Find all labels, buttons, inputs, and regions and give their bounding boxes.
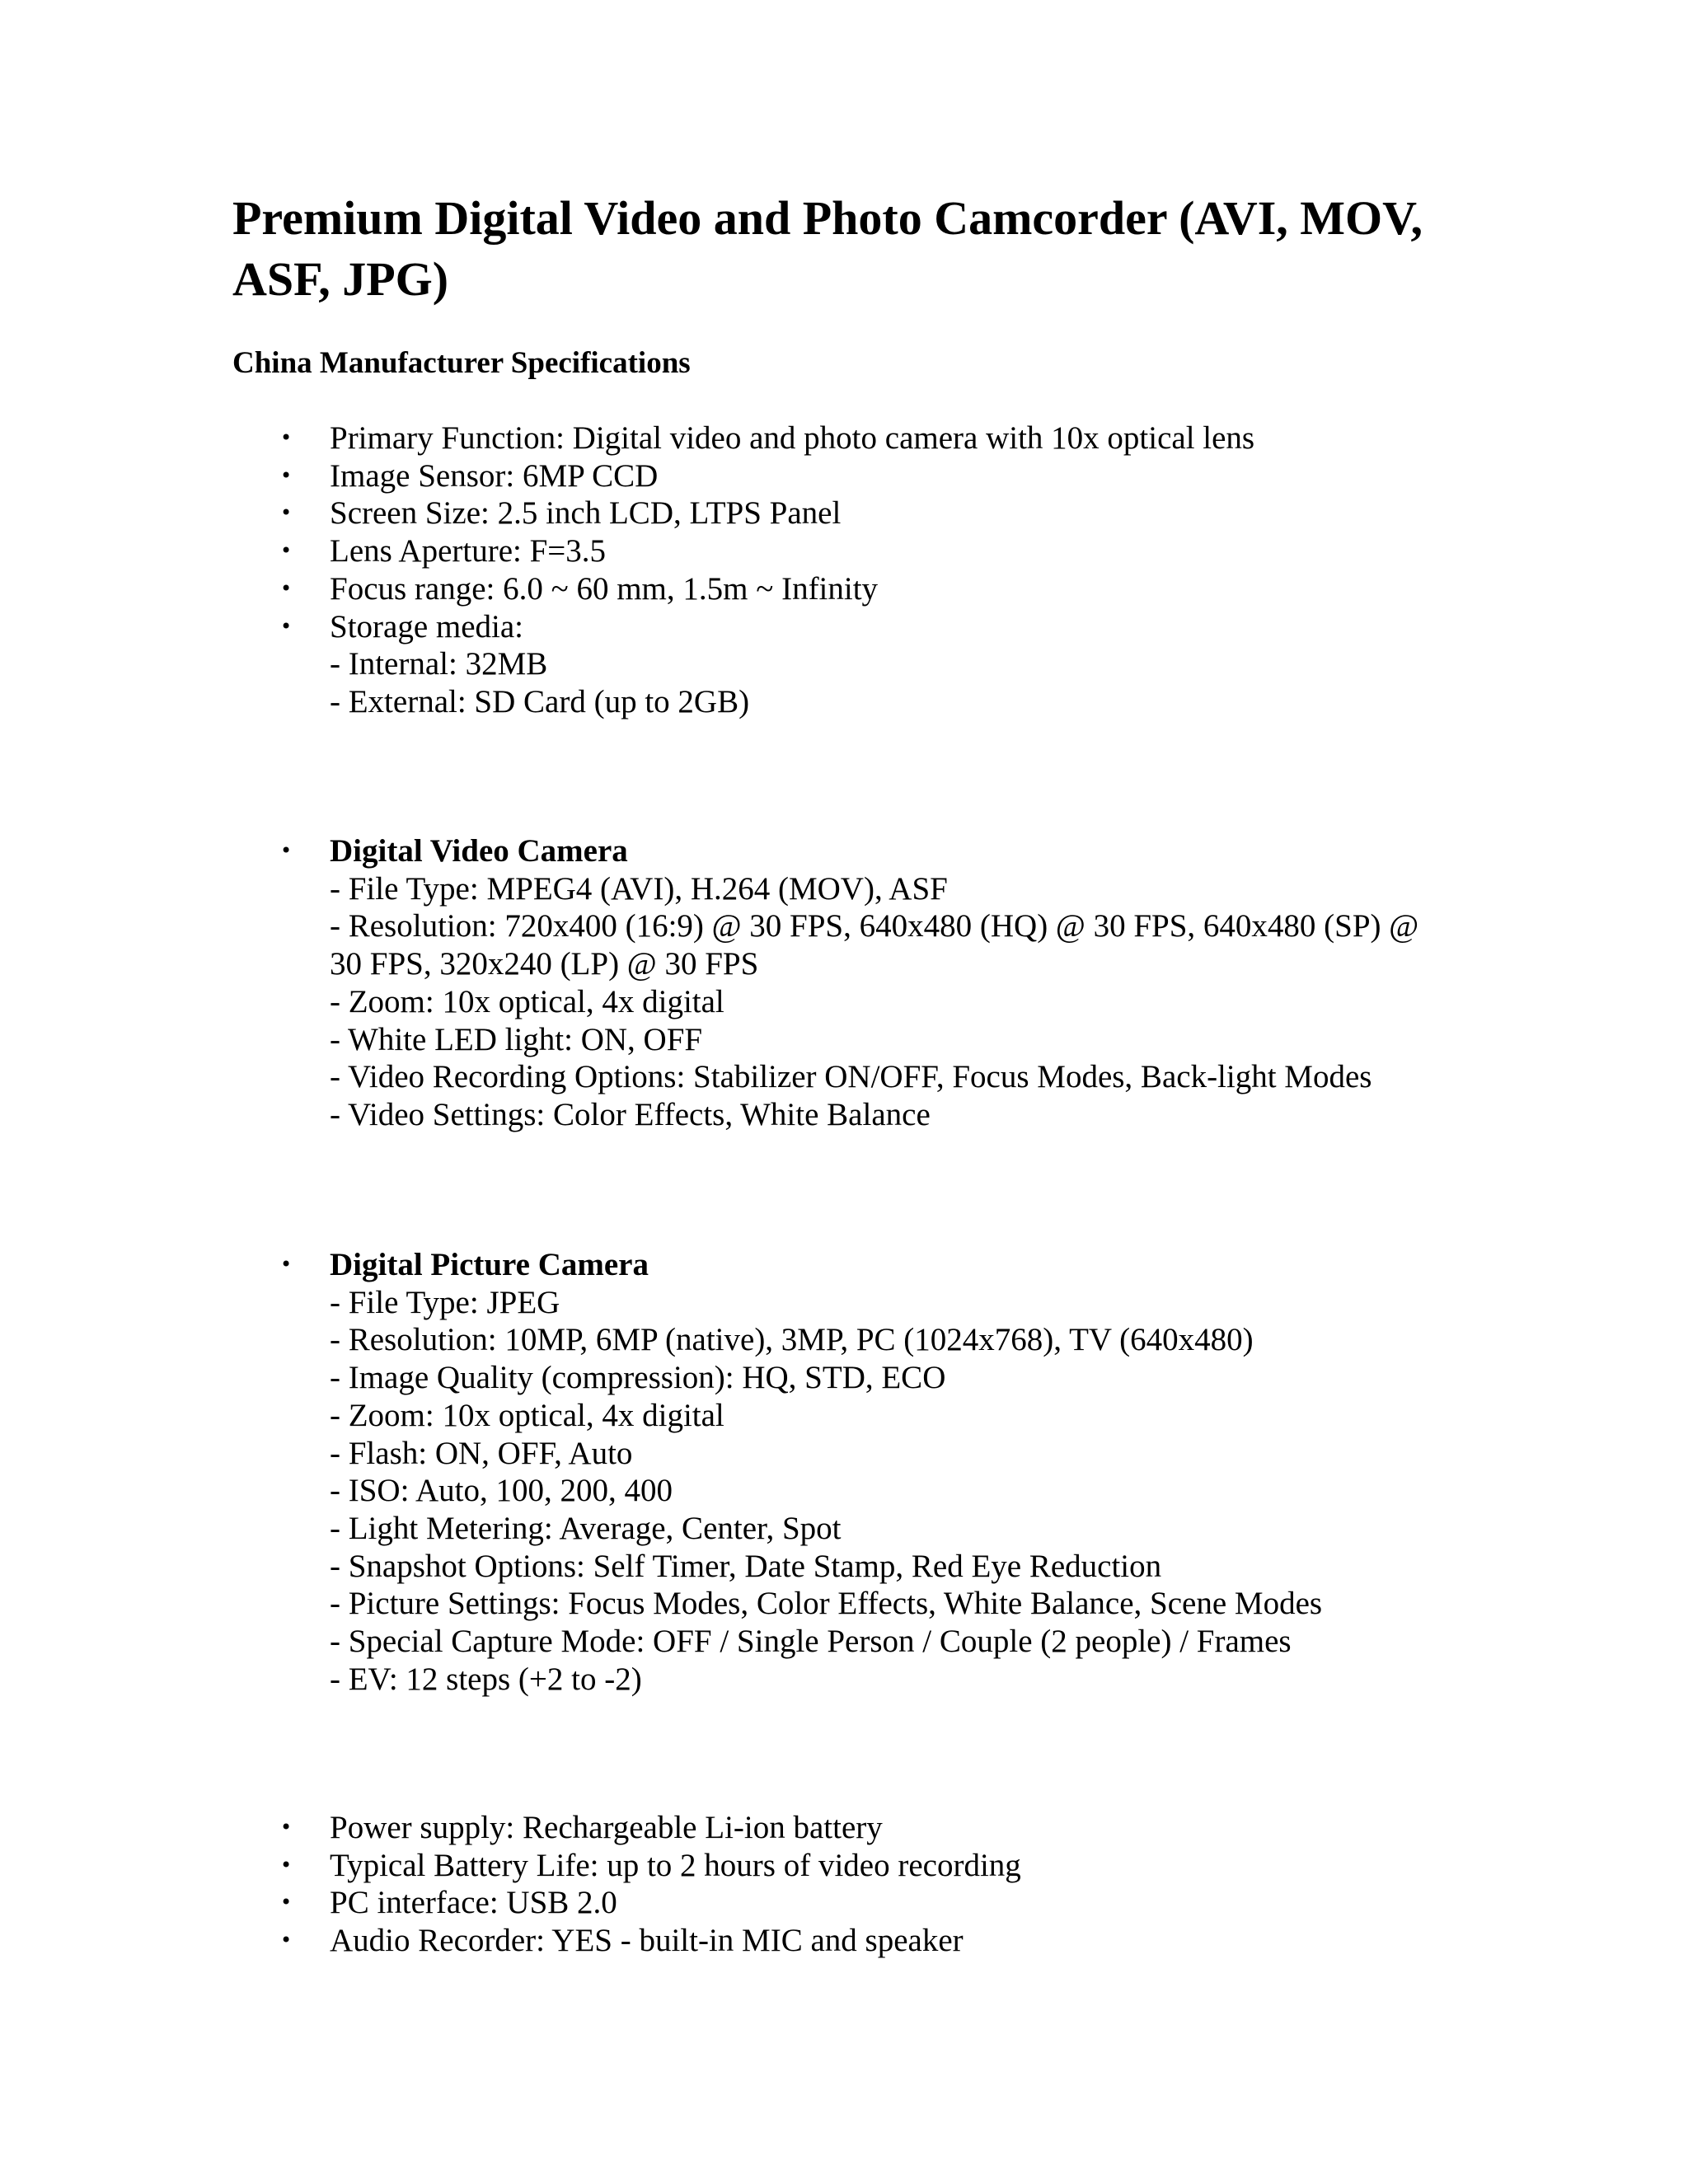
picture-spec-item: - ISO: Auto, 100, 200, 400 (330, 1473, 673, 1509)
picture-spec-item: - Flash: ON, OFF, Auto (330, 1435, 633, 1471)
video-spec-item: - Resolution: 720x400 (16:9) @ 30 FPS, 640x480 (HQ) @ 30 FPS, 640x480 (SP) @ 30 FPS, 320x240 (LP) @ 30 FPS (330, 908, 1419, 982)
picture-spec-item: - File Type: JPEG (330, 1284, 560, 1320)
list-item (0, 494, 1434, 532)
picture-spec-item: - Picture Settings: Focus Modes, Color Effects, White Balance, Scene Modes (330, 1586, 1323, 1622)
list-item (0, 570, 1434, 608)
document-title: Premium Digital Video and Photo Camcorder (AVI, MOV, ASF, JPG) (232, 191, 1423, 306)
spec-text: Lens Aperture: F=3.5 (330, 533, 607, 569)
video-camera-list (0, 832, 1688, 1134)
spec-text: Image Sensor: 6MP CCD (330, 457, 659, 494)
bullet-icon: • (280, 1816, 293, 1839)
bullet-icon: • (280, 1253, 293, 1276)
picture-spec-item: - Image Quality (compression): HQ, STD, ECO (330, 1360, 946, 1396)
bullet-icon: • (280, 1891, 293, 1915)
spec-text: Focus range: 6.0 ~ 60 mm, 1.5m ~ Infinity (330, 570, 879, 607)
list-item (0, 457, 1434, 495)
bullet-icon: • (280, 614, 293, 638)
video-spec-item: - White LED light: ON, OFF (330, 1021, 703, 1057)
storage-item: - Internal: 32MB (330, 646, 548, 682)
bullet-icon: • (280, 463, 293, 487)
picture-spec-item: - Resolution: 10MP, 6MP (native), 3MP, PC (1024x768), TV (640x480) (330, 1322, 1254, 1358)
other-specs-list (0, 1809, 1688, 1960)
picture-spec-item: - Snapshot Options: Self Timer, Date Stamp, Red Eye Reduction (330, 1548, 1162, 1584)
picture-spec-item: - Special Capture Mode: OFF / Single Person / Couple (2 people) / Frames (330, 1624, 1292, 1660)
video-spec-item: - File Type: MPEG4 (AVI), H.264 (MOV), ASF (330, 870, 948, 907)
document-subtitle: China Manufacturer Specifications (232, 346, 691, 380)
spec-text: Audio Recorder: YES - built-in MIC and speaker (330, 1923, 964, 1959)
picture-spec-item: - Light Metering: Average, Center, Spot (330, 1510, 842, 1546)
list-item (0, 419, 1434, 457)
bullet-icon: • (280, 839, 293, 862)
picture-camera-section (0, 1246, 1434, 1698)
bullet-icon: • (280, 539, 293, 563)
storage-item: - External: SD Card (up to 2GB) (330, 683, 750, 719)
video-camera-section (0, 832, 1434, 1134)
video-camera-heading: Digital Video Camera (330, 833, 628, 869)
list-item (0, 1884, 1434, 1922)
picture-camera-heading: Digital Picture Camera (330, 1247, 649, 1282)
picture-spec-item: - Zoom: 10x optical, 4x digital (330, 1397, 724, 1433)
spec-text: Primary Function: Digital video and photo camera with 10x optical lens (330, 420, 1255, 456)
video-spec-item: - Video Settings: Color Effects, White Balance (330, 1096, 931, 1132)
bullet-icon: • (280, 501, 293, 525)
bullet-icon: • (280, 426, 293, 449)
spec-text: Typical Battery Life: up to 2 hours of video recording (330, 1847, 1021, 1883)
list-item (0, 532, 1434, 570)
bullet-icon: • (280, 1929, 293, 1952)
storage-list-item (0, 608, 1434, 721)
bullet-icon: • (280, 1853, 293, 1877)
spec-text: Power supply: Rechargeable Li-ion battery (330, 1810, 883, 1845)
list-item (0, 1809, 1434, 1847)
spec-text: Screen Size: 2.5 inch LCD, LTPS Panel (330, 495, 842, 532)
video-spec-item: - Video Recording Options: Stabilizer ON/OFF, Focus Modes, Back-light Modes (330, 1059, 1372, 1095)
video-spec-item: - Zoom: 10x optical, 4x digital (330, 983, 724, 1019)
picture-camera-list (0, 1246, 1688, 1698)
picture-spec-item: - EV: 12 steps (+2 to -2) (330, 1661, 642, 1697)
list-item (0, 1847, 1434, 1885)
storage-label: Storage media: (330, 608, 524, 644)
spec-text: PC interface: USB 2.0 (330, 1885, 617, 1921)
list-item (0, 1922, 1434, 1960)
basic-specs-list (0, 419, 1688, 721)
bullet-icon: • (280, 576, 293, 600)
